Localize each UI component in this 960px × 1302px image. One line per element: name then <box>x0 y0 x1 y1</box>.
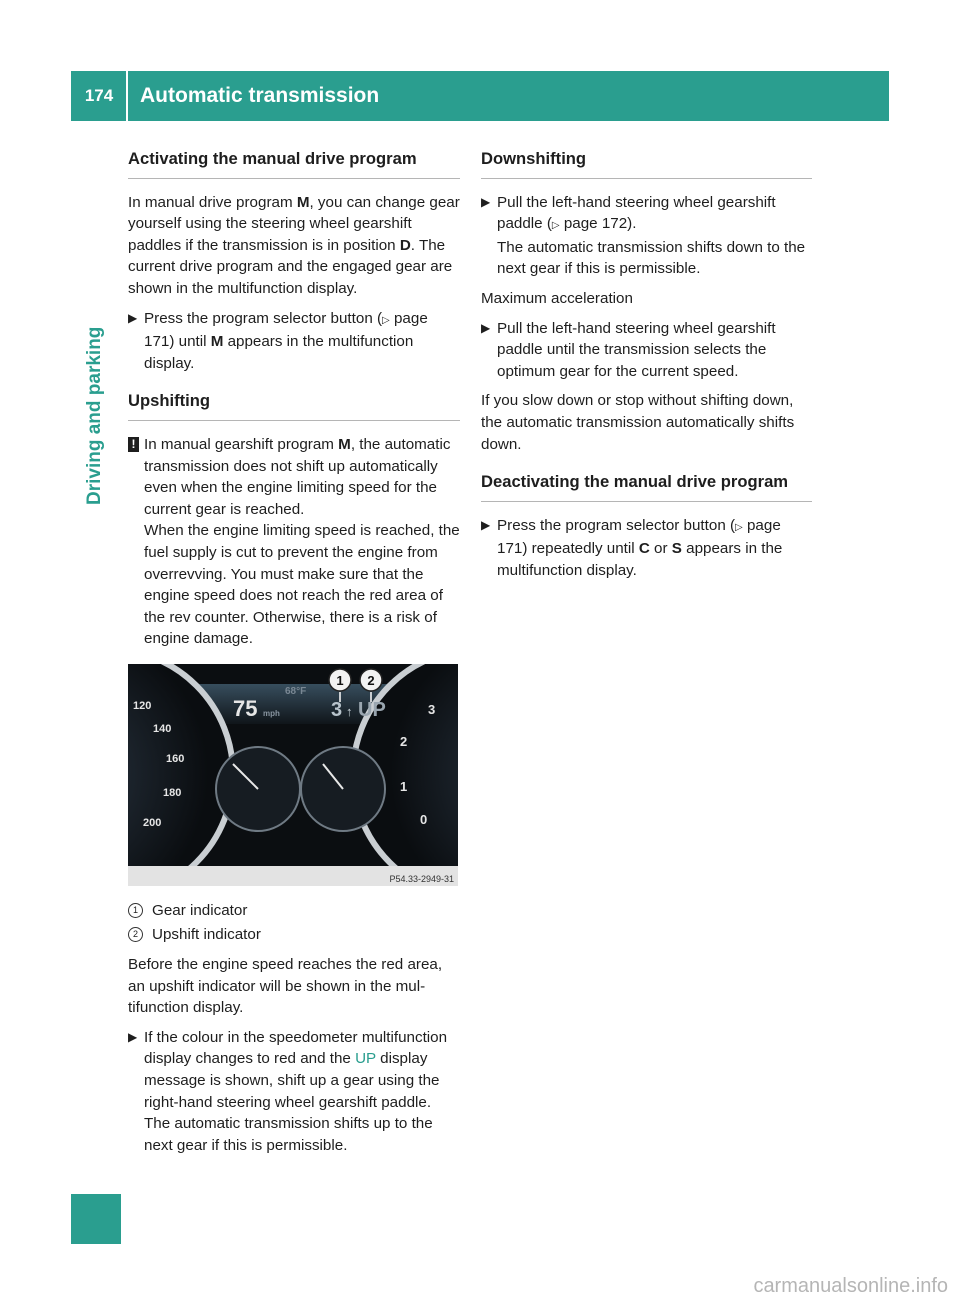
watermark: carmanualsonline.info <box>753 1275 948 1297</box>
warning-note: ! In manual gearshift program M, the automatic transmission does not shift up automatically even when the engine limiting speed for the current gear is reached. When the engine limiting speed is reached, the fuel supply is cut to prevent the engine from overrevving. You must make sure that the engine speed does not reach the red area of the rev counter. Otherwise, there is a risk of engine damage. <box>128 434 460 650</box>
step-press-selector: ▶ Press the program selector button (▷ page 171) until M appears in the multifunction display. <box>128 309 428 372</box>
paragraph-intro: In manual drive program M, you can change gear yourself using the steering wheel gearshift paddles if the transmission is in position D. The current drive program and the engaged gear are shown in the multifunction display. <box>128 193 460 297</box>
step-shift-up: ▶ If the colour in the speedometer multifunction display changes to red and the UP display message is shown, shift up a gear using the right-hand steering wheel gearshift paddle. The automatic transmission shifts up to the next gear if this is permissible. <box>128 1028 448 1154</box>
upshift-readout: UP <box>358 698 386 721</box>
side-section-text: Driving and parking <box>84 326 105 505</box>
header-divider <box>126 71 128 121</box>
page-ref-icon: ▷ <box>551 220 560 232</box>
arrow-icon: ▶ <box>128 1029 138 1044</box>
page-ref-icon: ▷ <box>735 521 743 533</box>
page-number: 174 <box>84 86 114 105</box>
heading-downshifting: Downshifting <box>481 148 812 179</box>
side-marker <box>71 1194 121 1244</box>
gear-readout: 3 <box>331 698 343 721</box>
temp-readout: 68°F <box>285 685 307 697</box>
step-press-repeatedly: ▶ Press the program selector button (▷ page 171) repeatedly until C or S appears in the multifunction display. <box>481 516 783 579</box>
right-tick: 2 <box>400 733 408 749</box>
left-tick: 140 <box>153 722 172 735</box>
arrow-icon: ▶ <box>481 517 491 532</box>
side-section-label <box>74 255 122 505</box>
instrument-cluster-figure <box>128 664 458 886</box>
right-tick: 3 <box>428 701 436 717</box>
heading-activating: Activating the manual drive program <box>128 148 460 179</box>
right-column <box>481 148 812 590</box>
arrow-icon: ▶ <box>481 320 491 335</box>
left-tick: 180 <box>163 786 182 799</box>
callout-number: 2 <box>128 927 143 942</box>
arrow-icon: ▶ <box>128 310 138 325</box>
paragraph-upshift-indicator: Before the engine speed reaches the red area, an upshift indicator will be shown in the multifunction display. <box>128 956 443 1017</box>
left-tick: 160 <box>166 752 185 765</box>
step-pull-paddle: ▶ Pull the left-hand steering wheel gearshift paddle (▷ page 172). The automatic transmission shifts down to the next gear if this is permissible. <box>481 193 806 278</box>
paragraph-max-accel: Maximum acceleration <box>481 289 633 307</box>
up-message: UP <box>355 1050 376 1068</box>
page-ref-icon: ▷ <box>382 314 390 326</box>
left-column <box>128 148 460 1164</box>
svg-text:1: 1 <box>336 672 344 688</box>
heading-upshifting: Upshifting <box>128 390 460 421</box>
right-tick: 0 <box>420 811 428 827</box>
paragraph-slow-down: If you slow down or stop without shifting down, the automatic transmission automatically shifts down. <box>481 392 795 453</box>
figure-code-strip <box>128 866 458 886</box>
arrow-icon: ▶ <box>481 194 491 209</box>
svg-text:2: 2 <box>367 672 375 688</box>
speed-readout: 75 <box>233 695 258 721</box>
warning-icon: ! <box>128 437 139 452</box>
callout-number: 1 <box>128 903 143 918</box>
upshift-arrow-icon: ↑ <box>346 703 353 719</box>
legend-item: 1 Gear indicator <box>128 900 460 922</box>
speed-unit: mph <box>263 708 280 718</box>
left-tick: 200 <box>143 816 162 829</box>
instrument-cluster-image <box>128 664 458 886</box>
figure-code: P54.33-2949-31 <box>389 873 454 884</box>
heading-deactivating: Deactivating the manual drive program <box>481 471 812 502</box>
legend-item: 2 Upshift indicator <box>128 924 460 946</box>
step-pull-paddle-optimum: ▶ Pull the left-hand steering wheel gearshift paddle until the transmission selects the optimum gear for the current speed. <box>481 319 776 380</box>
right-tick: 1 <box>400 778 408 794</box>
chapter-title: Automatic transmission <box>140 84 380 107</box>
left-tick: 120 <box>133 699 152 712</box>
